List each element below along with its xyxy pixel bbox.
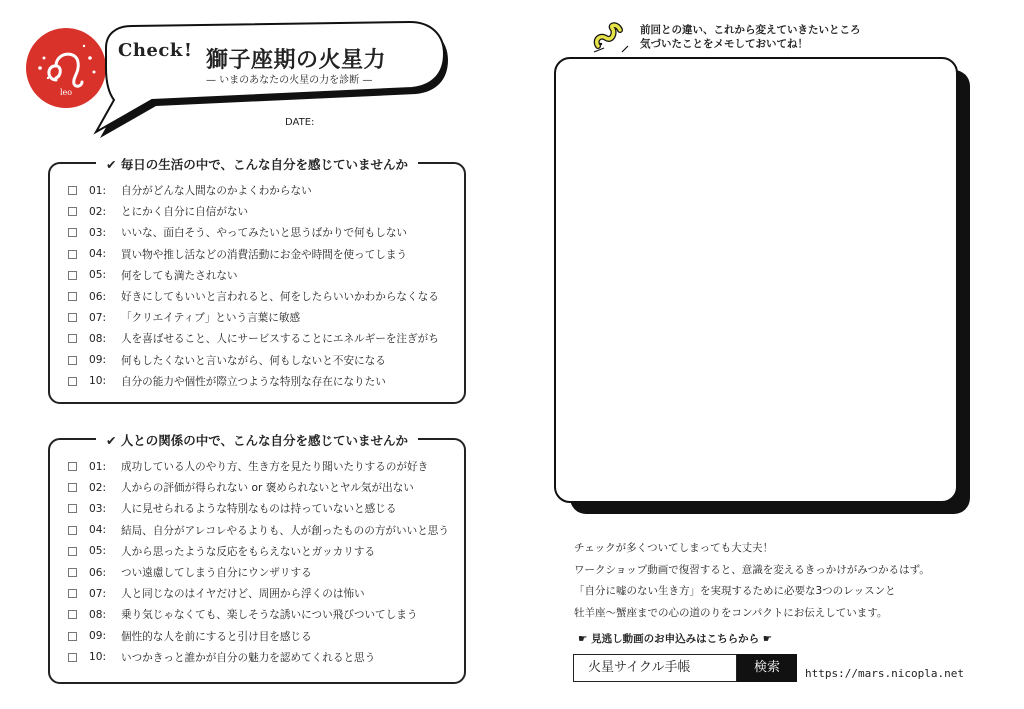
memo-area[interactable] xyxy=(554,57,958,503)
section-heading: ✔ 毎日の生活の中で、こんな自分を感じていませんか xyxy=(70,154,444,173)
item-text: 「クリエイティブ」という言葉に敏感 xyxy=(121,312,301,325)
item-number: 05: xyxy=(89,545,107,558)
checklist-item[interactable] xyxy=(68,244,454,265)
site-url[interactable]: https://mars.nicopla.net xyxy=(805,667,964,680)
relationship-checklist xyxy=(48,433,466,684)
checklist-item[interactable] xyxy=(68,371,454,392)
checkbox[interactable] xyxy=(68,228,77,237)
item-number: 10: xyxy=(89,375,107,388)
checklist-item[interactable] xyxy=(68,265,454,286)
checkbox[interactable] xyxy=(68,462,77,471)
item-text: 何をしても満たされない xyxy=(121,269,238,282)
item-number: 02: xyxy=(89,481,107,494)
page-subtitle: — いまのあなたの火星の力を診断 — xyxy=(206,75,373,86)
item-number: 02: xyxy=(89,205,107,218)
item-text: 人からの評価が得られない or 褒められないとヤル気が出ない xyxy=(121,482,414,495)
info-paragraph: チェックが多くついてしまっても大丈夫！ ワークショップ動画で復習すると、意識を変えるきっかけがみつかるはず。 「自分に嘘のない生き方」を実現するために必要な3つのレッスンと 牡羊座〜蟹座までの心の道のりをコンパクトにお伝えしています。 xyxy=(574,542,930,619)
item-number: 03: xyxy=(89,226,107,239)
item-number: 09: xyxy=(89,630,107,643)
item-number: 01: xyxy=(89,184,107,197)
checkbox[interactable] xyxy=(68,356,77,365)
checklist-item[interactable] xyxy=(68,307,454,328)
item-text: いつかきっと誰かが自分の魅力を認めてくれると思う xyxy=(121,651,376,664)
item-text: とにかく自分に自信がない xyxy=(121,206,249,219)
item-text: 人に見せられるような特別なものは持っていないと感じる xyxy=(121,503,397,516)
item-number: 04: xyxy=(89,524,107,537)
checklist-item[interactable] xyxy=(68,583,454,604)
checklist-item[interactable] xyxy=(68,180,454,201)
checkbox[interactable] xyxy=(68,653,77,662)
checklist-items xyxy=(68,180,454,392)
item-text: 何もしたくないと言いながら、何もしないと不安になる xyxy=(121,354,386,367)
checkbox[interactable] xyxy=(68,547,77,556)
checkbox[interactable] xyxy=(68,207,77,216)
item-text: 自分の能力や個性が際立つような特別な存在になりたい xyxy=(121,375,386,388)
item-text: 人から思ったような反応をもらえないとガッカリする xyxy=(121,545,376,558)
item-text: 好きにしてもいいと言われると、何をしたらいいかわからなくなる xyxy=(121,291,439,304)
item-number: 03: xyxy=(89,502,107,515)
item-text: 乗り気じゃなくても、楽しそうな誘いについ飛びついてしまう xyxy=(121,609,418,622)
checklist-item[interactable] xyxy=(68,647,454,668)
item-text: いいな、面白そう、やってみたいと思うばかりで何もしない xyxy=(121,227,408,240)
item-number: 08: xyxy=(89,608,107,621)
search-input[interactable]: 火星サイクル手帳 xyxy=(573,654,737,682)
checkbox[interactable] xyxy=(68,313,77,322)
checkbox[interactable] xyxy=(68,377,77,386)
checklist-item[interactable] xyxy=(68,626,454,647)
checkbox[interactable] xyxy=(68,504,77,513)
item-number: 08: xyxy=(89,332,107,345)
section-heading: ✔ 人との関係の中で、こんな自分を感じていませんか xyxy=(70,430,444,449)
badge-small-text: leo xyxy=(60,88,73,97)
item-text: つい遠慮してしまう自分にウンザリする xyxy=(121,567,312,580)
check-word: Check xyxy=(118,40,183,61)
checkbox[interactable] xyxy=(68,271,77,280)
checkbox[interactable] xyxy=(68,334,77,343)
item-number: 07: xyxy=(89,587,107,600)
item-number: 10: xyxy=(89,651,107,664)
checkbox[interactable] xyxy=(68,526,77,535)
daily-life-checklist xyxy=(48,157,466,404)
item-text: 買い物や推し活などの消費活動にお金や時間を使ってしまう xyxy=(121,248,408,261)
checklist-item[interactable] xyxy=(68,520,454,541)
date-label: DATE: xyxy=(285,117,315,128)
video-link-label: ☛ 見逃し動画のお申込みはこちらから ☛ xyxy=(578,633,773,645)
checkbox[interactable] xyxy=(68,589,77,598)
checkbox[interactable] xyxy=(68,186,77,195)
title-bubble xyxy=(92,20,452,140)
item-number: 07: xyxy=(89,311,107,324)
checkbox[interactable] xyxy=(68,610,77,619)
checklist-item[interactable] xyxy=(68,477,454,498)
item-text: 成功している人のやり方、生き方を見たり聞いたりするのが好き xyxy=(121,461,429,474)
checkbox[interactable] xyxy=(68,292,77,301)
checkbox[interactable] xyxy=(68,632,77,641)
item-text: 個性的な人を前にすると引け目を感じる xyxy=(121,630,312,643)
item-text: 人と同じなのはイヤだけど、周囲から浮くのは怖い xyxy=(121,588,365,601)
checklist-items xyxy=(68,456,454,668)
memo-instructions: 前回との違い、これから変えていきたいところ 気づいたことをメモしておいてね！ xyxy=(640,24,861,50)
item-number: 06: xyxy=(89,290,107,303)
checkbox[interactable] xyxy=(68,483,77,492)
checklist-item[interactable] xyxy=(68,498,454,519)
item-number: 04: xyxy=(89,248,107,261)
checklist-item[interactable] xyxy=(68,222,454,243)
page-title: 獅子座期の火星力 xyxy=(206,48,387,73)
checkbox[interactable] xyxy=(68,568,77,577)
exclamation: ! xyxy=(184,40,192,61)
checklist-item[interactable] xyxy=(68,201,454,222)
checklist-item[interactable] xyxy=(68,604,454,625)
checklist-item[interactable] xyxy=(68,456,454,477)
search-button[interactable]: 検索 xyxy=(737,654,797,682)
checklist-item[interactable] xyxy=(68,286,454,307)
item-number: 09: xyxy=(89,354,107,367)
item-text: 人を喜ばせること、人にサービスすることにエネルギーを注ぎがち xyxy=(121,333,439,346)
item-text: 結局、自分がアレコレやるよりも、人が創ったものの方がいいと思う xyxy=(121,524,449,537)
checklist-item[interactable] xyxy=(68,350,454,371)
item-text: 自分がどんな人間なのかよくわからない xyxy=(121,185,312,198)
item-number: 01: xyxy=(89,460,107,473)
item-number: 06: xyxy=(89,566,107,579)
item-number: 05: xyxy=(89,269,107,282)
checkbox[interactable] xyxy=(68,250,77,259)
checklist-item[interactable] xyxy=(68,562,454,583)
snake-icon xyxy=(592,22,632,56)
checklist-item[interactable] xyxy=(68,541,454,562)
checklist-item[interactable] xyxy=(68,328,454,349)
